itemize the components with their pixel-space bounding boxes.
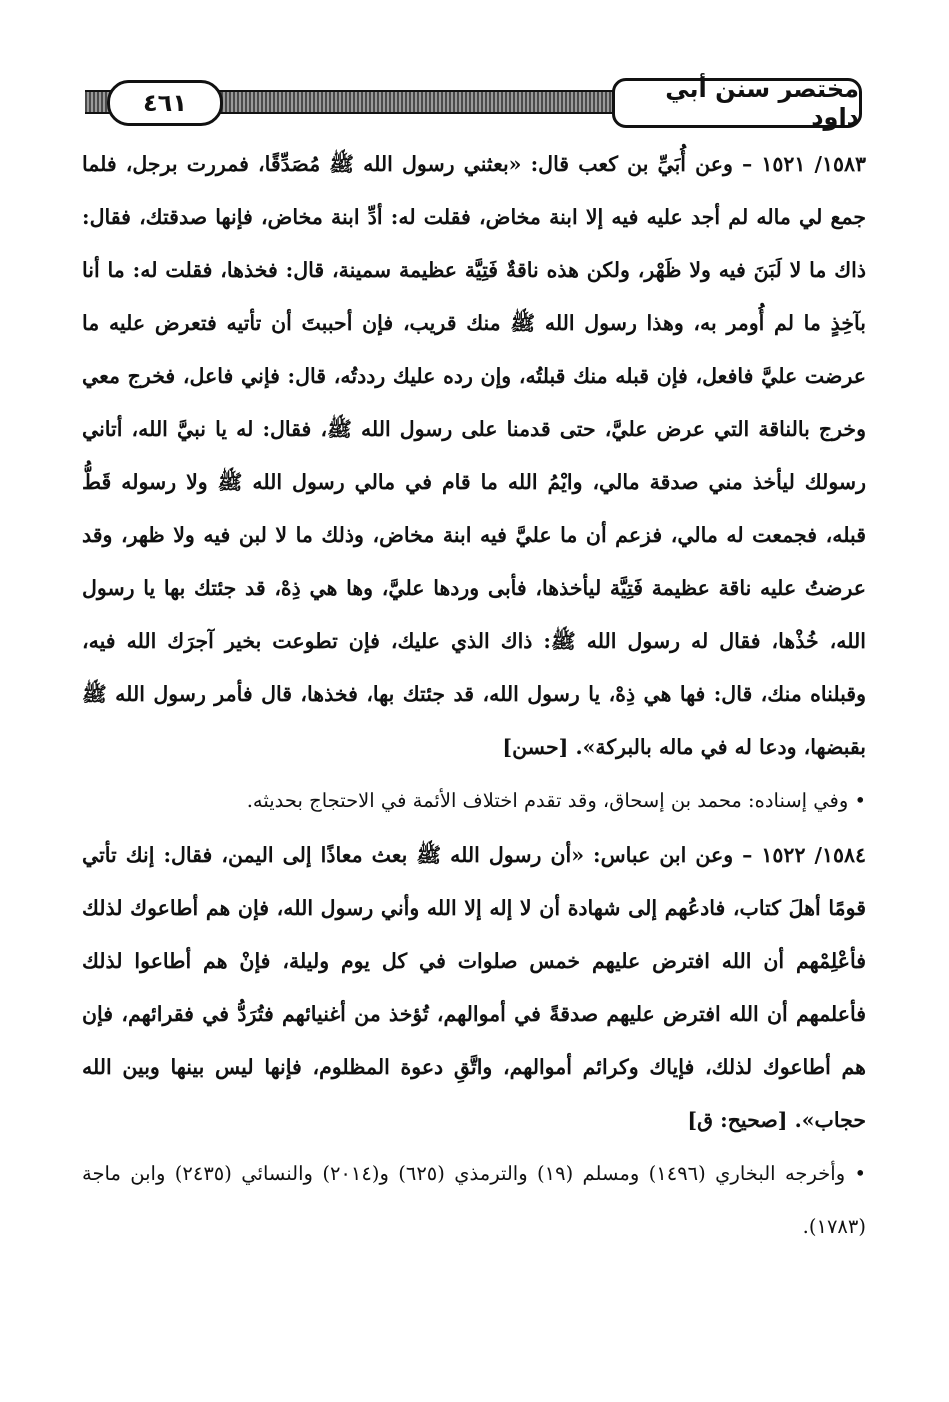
- hadith-1583-note: • وفي إسناده: محمد بن إسحاق، وقد تقدم اختلاف الأئمة في الاحتجاج بحديثه.: [246, 789, 866, 812]
- page-content: [82, 138, 866, 1253]
- hadith-1584-note: • وأخرجه البخاري (١٤٩٦) ومسلم (١٩) والترمذي (٦٢٥) و(٢٠١٤) والنسائي (٢٤٣٥) وابن ماجة (١٧٨٣).: [82, 1162, 867, 1238]
- page-number: ٤٦١: [107, 80, 223, 126]
- running-header: [85, 75, 862, 131]
- hadith-1584-text: ١٥٨٤/ ١٥٢٢ – وعن ابن عباس: «أن رسول الله ﷺ بعث معاذًا إلى اليمن، فقال: إنك تأتي قومًا أهلَ كتاب، فادعُهم إلى شهادة أن لا إله إلا الله وأني رسول الله، فإن هم أطاعوك لذلك فأعْلِمْهم أن الله افترض عليهم خمس صلوات في كل يوم وليلة، فإنْ هم أطاعوا لذلك فأعلمهم أن الله افترض عليهم صدقةً في أموالهم، تُؤخذ من أغنيائهم فتُرَدُّ في فقرائهم، فإن هم أطاعوك لذلك، فإياك وكرائم أموالهم، واتَّقِ دعوة المظلوم، فإنها ليس بينها وبين الله حجاب». [صحيح: ق]: [82, 843, 867, 1132]
- book-title: مختصر سنن أبي داود: [612, 78, 862, 128]
- hadith-1583-text: ١٥٨٣/ ١٥٢١ – وعن أُبَيِّ بن كعب قال: «بعثني رسول الله ﷺ مُصَدِّقًا، فمررت برجل، فلما جمع لي ماله لم أجد عليه فيه إلا ابنة مخاض، فقلت له: أدِّ ابنة مخاض، فإنها صدقتك، فقال: ذاك ما لا لَبَنَ فيه ولا ظَهْر، ولكن هذه ناقةٌ فَتِيَّة عظيمة سمينة، قال: فخذها، فقلت له: ما أنا بآخِذٍ ما لم أُومر به، وهذا رسول الله ﷺ منك قريب، فإن أحببتَ أن تأتيه فتعرض عليه ما عرضت عليَّ فافعل، فإن قبله منك قبلتُه، وإن رده عليك رددتُه، قال: فإني فاعل، فخرج معي وخرج بالناقة التي عرض عليَّ، حتى قدمنا على رسول الله ﷺ، فقال: له يا نبيَّ الله، أتاني رسولك ليأخذ مني صدقة مالي، وايْمُ الله ما قام في مالي رسول الله ﷺ ولا رسوله قَطُّ قبله، فجمعت له مالي، فزعم أن ما عليَّ فيه ابنة مخاض، وذلك ما لا لبن فيه ولا ظهر، وقد عرضتُ عليه ناقة عظيمة فَتِيَّة ليأخذها، فأبى وردها عليَّ، وها هي ذِهْ، قد جئتك بها يا رسول الله، خُذْها، فقال له رسول الله ﷺ: ذاك الذي عليك، فإن تطوعت بخير آجرَك الله فيه، وقبلناه منك، قال: فها هي ذِهْ، يا رسول الله، قد جئتك بها، فخذها، قال فأمر رسول الله ﷺ بقبضها، ودعا له في ماله بالبركة». [حسن]: [82, 152, 866, 759]
